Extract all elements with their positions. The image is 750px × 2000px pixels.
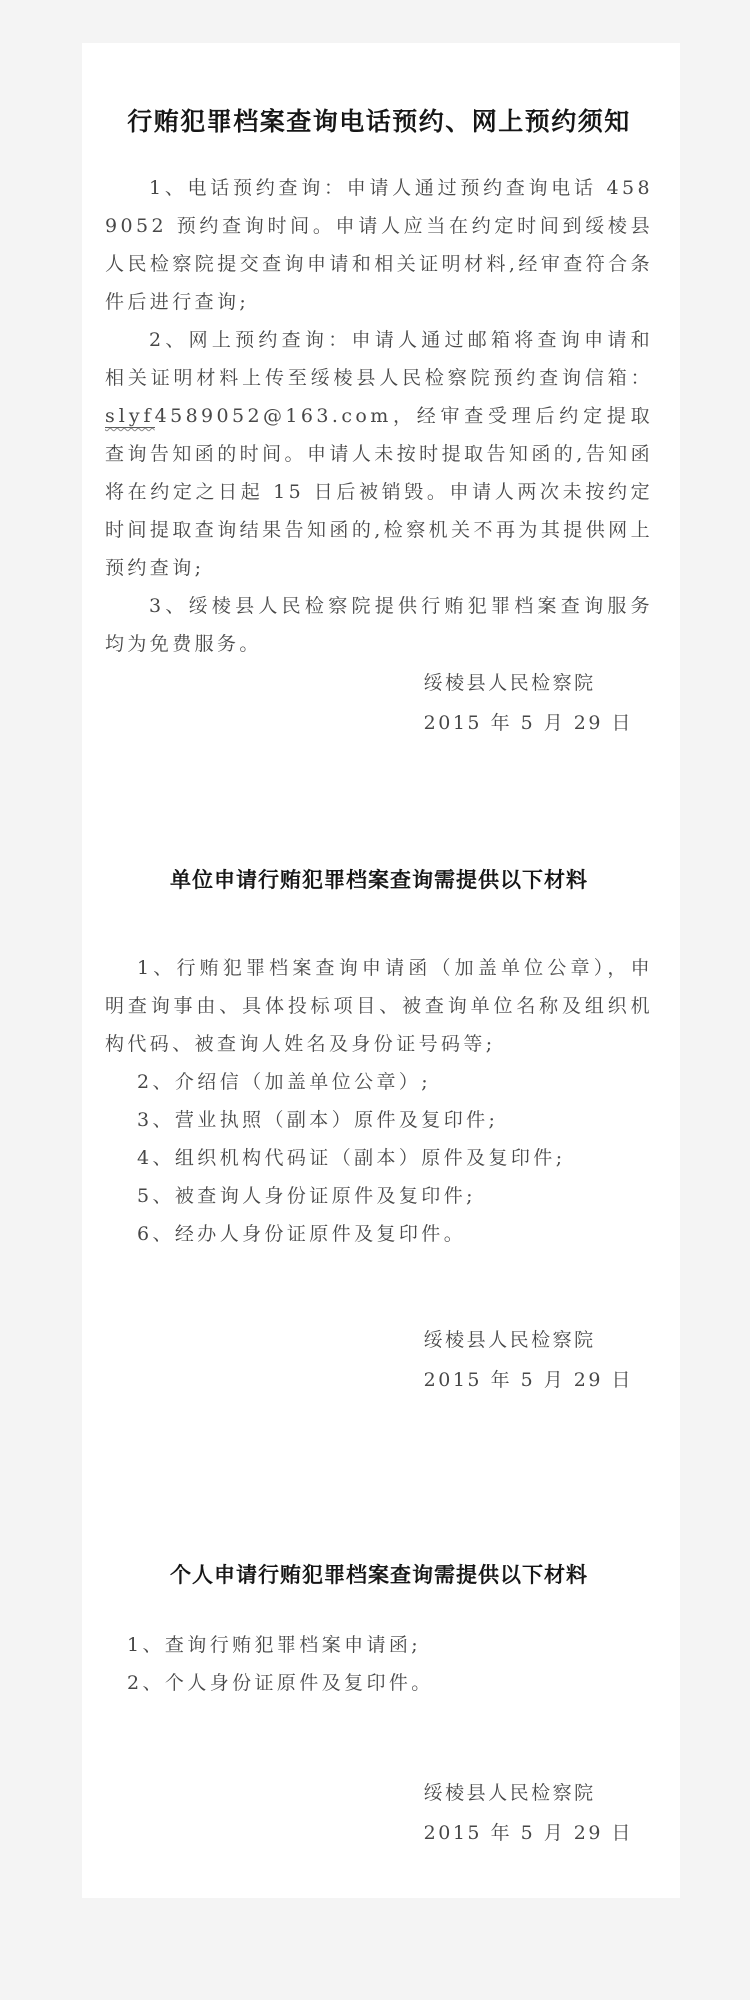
notice-signature-inner	[424, 663, 633, 743]
notice-paragraph-phone-booking: 1、电话预约查询：申请人通过预约查询电话 4589052 预约查询时间。申请人应当在约定时间到绥棱县人民检察院提交查询申请和相关证明材料,经审查符合条件后进行查询;	[105, 177, 653, 313]
personal-signature-block	[105, 1773, 653, 1853]
notice-paragraph-free-service: 3、绥棱县人民检察院提供行贿犯罪档案查询服务均为免费服务。	[105, 595, 653, 655]
personal-material-item: 2、个人身份证原件及复印件。	[127, 1672, 434, 1694]
notice-title: 行贿犯罪档案查询电话预约、网上预约须知	[127, 107, 631, 136]
signature-date: 2015 年 5 月 29 日	[423, 1369, 633, 1391]
email-link[interactable]: slyf	[105, 405, 155, 427]
online-booking-text-after-email: 4589052@163.com，经审查受理后约定提取查询告知函的时间。申请人未按时提取告知函的,告知函将在约定之日起 15 日后被销毁。申请人两次未按约定时间提取查询结果告知函的,检察机关不再为其提供网上预约查询;	[105, 405, 653, 579]
notice-body	[105, 169, 653, 663]
unit-material-item: 5、被查询人身份证原件及复印件;	[137, 1185, 476, 1207]
unit-materials-list	[105, 949, 653, 1253]
unit-material-item: 4、组织机构代码证（副本）原件及复印件;	[137, 1147, 566, 1169]
notice-signature-block	[105, 663, 653, 743]
personal-material-item: 1、查询行贿犯罪档案申请函;	[127, 1634, 422, 1656]
signature-org: 绥棱县人民检察院	[423, 1329, 596, 1351]
unit-material-item: 3、营业执照（副本）原件及复印件;	[137, 1109, 499, 1131]
unit-material-item: 1、行贿犯罪档案查询申请函（加盖单位公章），申明查询事由、具体投标项目、被查询单位名称及组织机构代码、被查询人姓名及身份证号码等;	[105, 957, 653, 1055]
unit-material-item: 6、经办人身份证原件及复印件。	[137, 1223, 467, 1245]
signature-date: 2015 年 5 月 29 日	[423, 1822, 633, 1844]
signature-org: 绥棱县人民检察院	[423, 1782, 596, 1804]
notice-paragraph-online-booking	[105, 321, 653, 587]
personal-materials-list	[105, 1626, 653, 1702]
personal-materials-title: 个人申请行贿犯罪档案查询需提供以下材料	[170, 1563, 588, 1587]
personal-signature-inner	[424, 1773, 633, 1853]
online-booking-text-before-email: 2、网上预约查询：申请人通过邮箱将查询申请和相关证明材料上传至绥棱县人民检察院预约查询信箱：	[105, 329, 653, 389]
document-page	[82, 43, 680, 1898]
unit-signature-block	[105, 1320, 653, 1400]
signature-org: 绥棱县人民检察院	[423, 672, 596, 694]
unit-signature-inner	[424, 1320, 633, 1400]
unit-materials-title: 单位申请行贿犯罪档案查询需提供以下材料	[170, 868, 588, 892]
unit-material-item: 2、介绍信（加盖单位公章）;	[137, 1071, 432, 1093]
signature-date: 2015 年 5 月 29 日	[423, 712, 633, 734]
